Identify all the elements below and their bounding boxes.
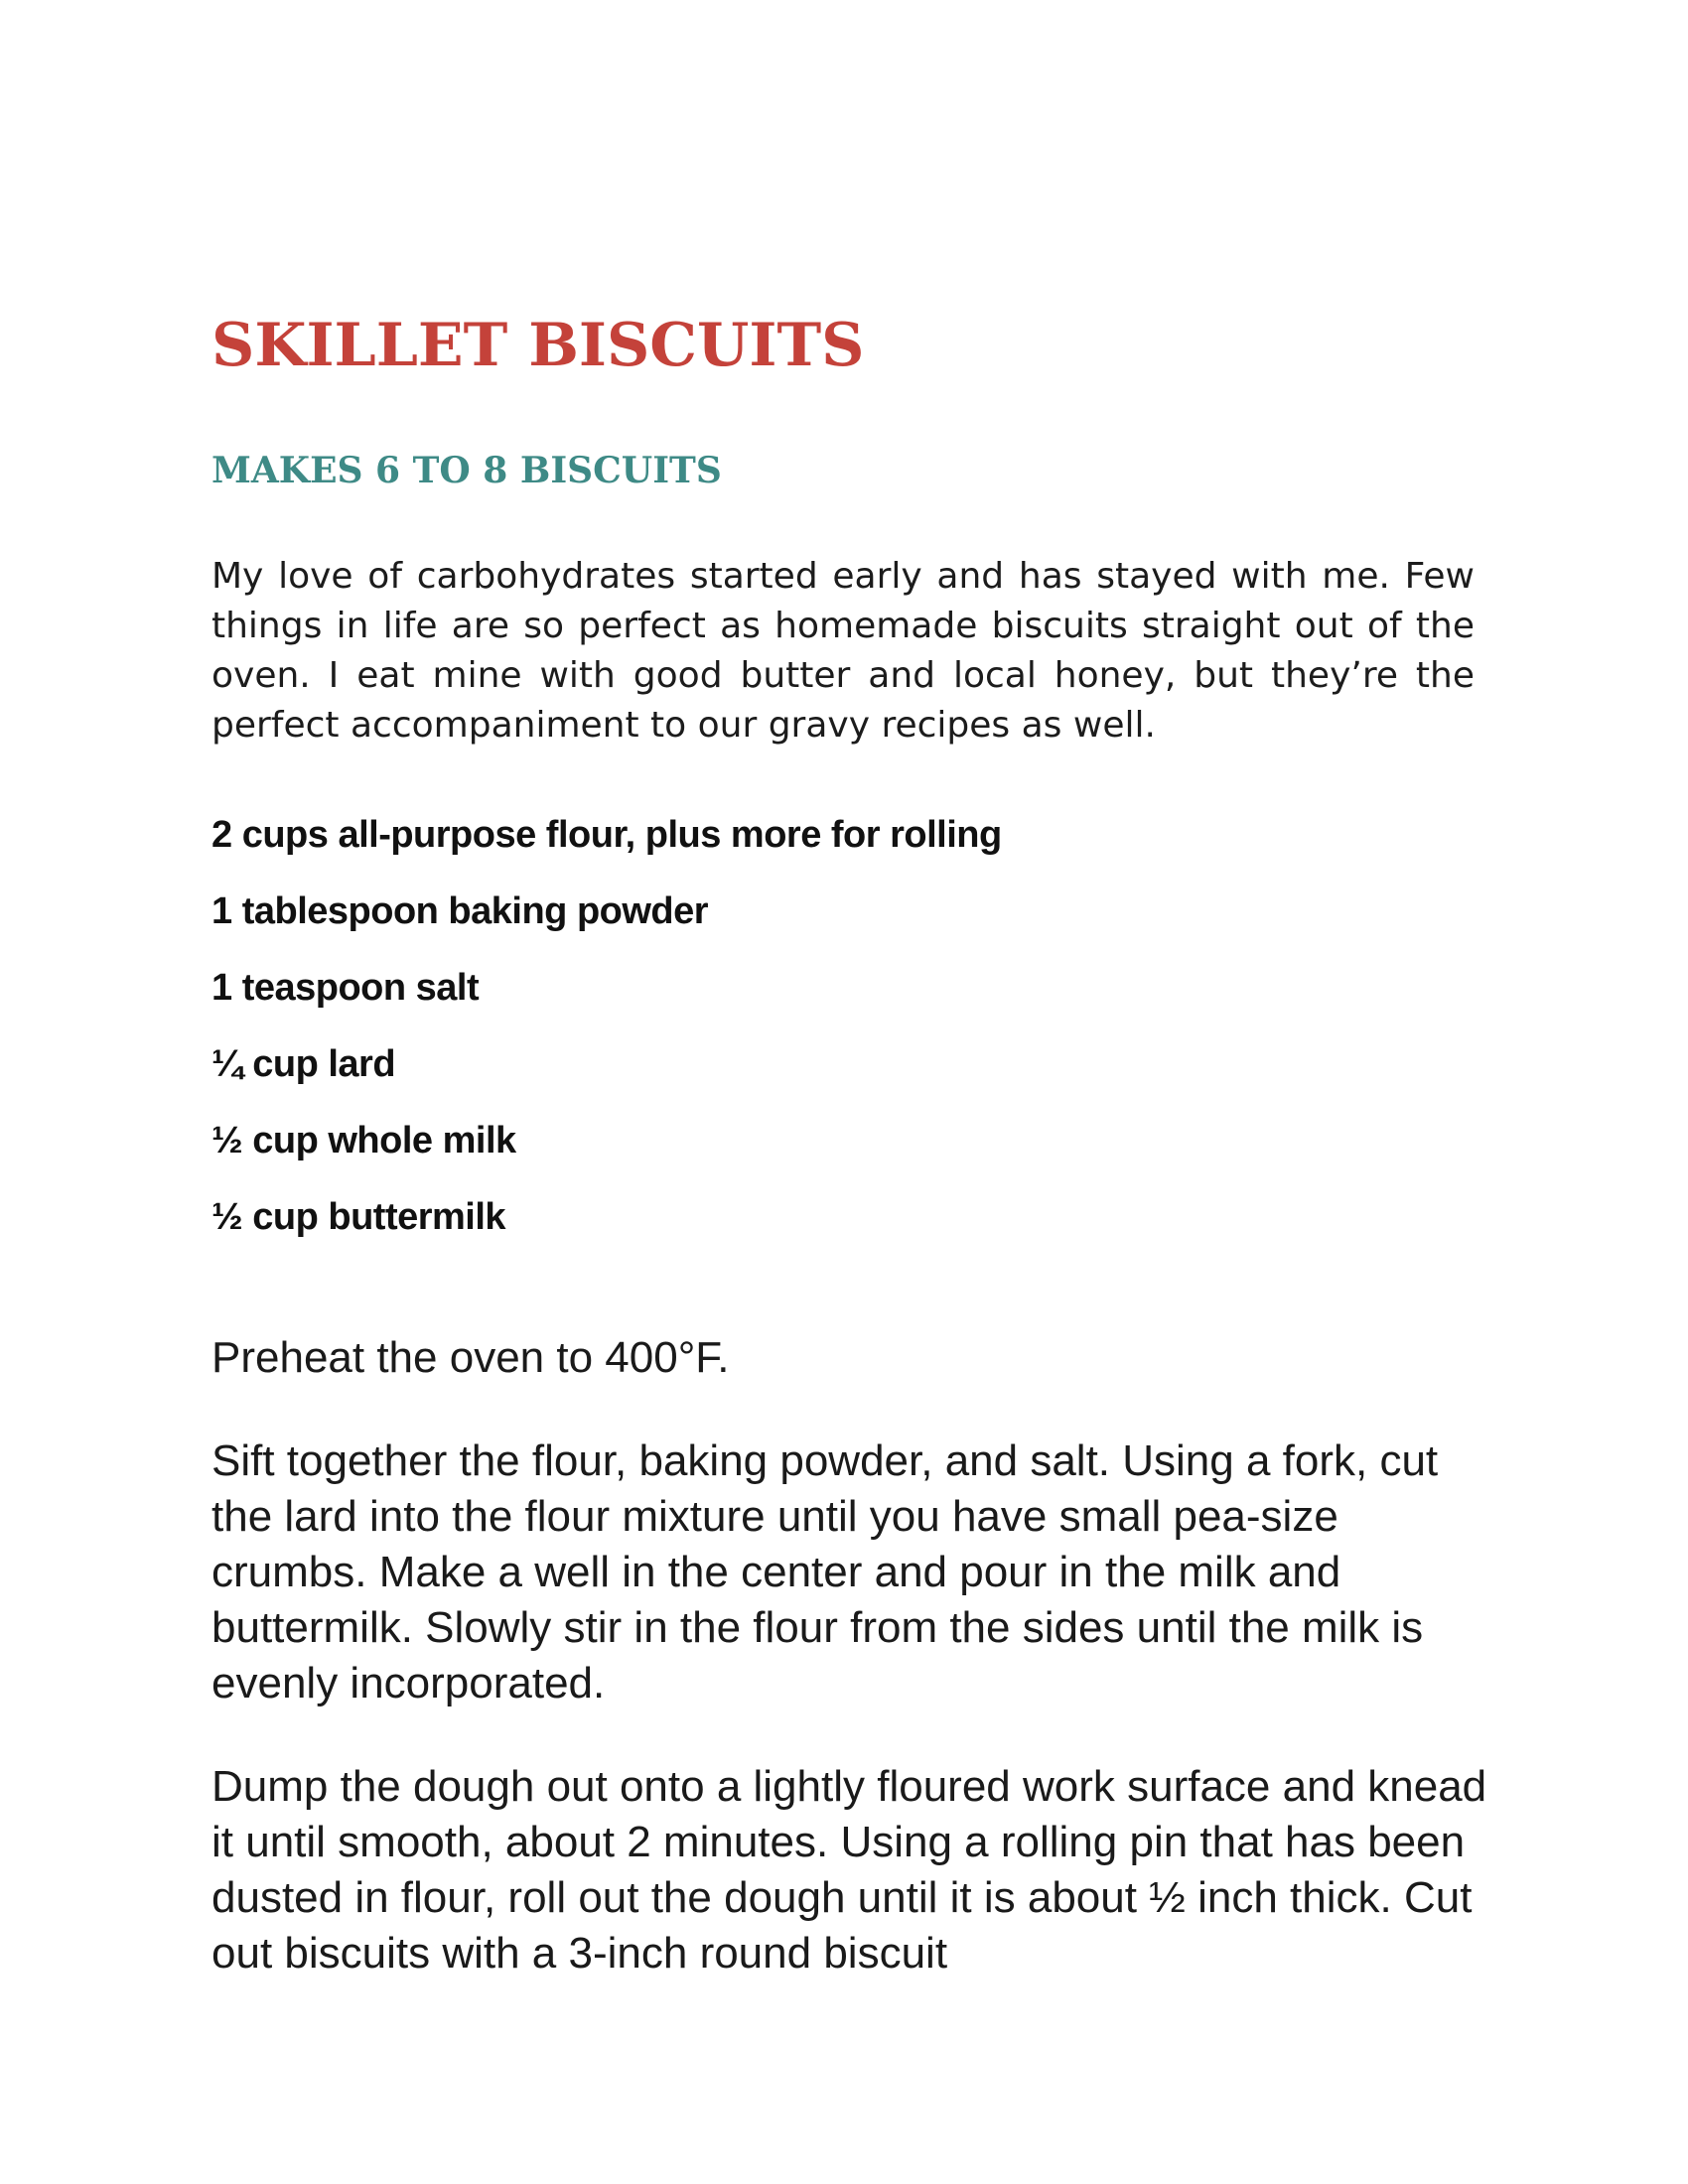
recipe-title: SKILLET BISCUITS: [211, 311, 865, 380]
ingredient-item: ½ cup whole milk: [211, 1120, 516, 1161]
ingredient-item: 1 teaspoon salt: [211, 967, 480, 1009]
recipe-yield: MAKES 6 TO 8 BISCUITS: [211, 450, 722, 491]
ingredient-item: 2 cups all-purpose flour, plus more for rolling: [211, 814, 1002, 856]
ingredient-item: ½ cup buttermilk: [211, 1196, 506, 1238]
instruction-steps: [211, 1330, 1502, 2029]
ingredient-item: ¼ cup lard: [211, 1043, 396, 1085]
instruction-step: Dump the dough out onto a lightly floured work surface and knead it until smooth, about 2 minutes. Using a rolling pin that has been dusted in flour, roll out the dough until it is about ½ inch thick. Cut out biscuits with a 3-inch round biscuit: [211, 1762, 1487, 1978]
instruction-step: Preheat the oven to 400°F.: [211, 1333, 730, 1382]
ingredient-item: 1 tablespoon baking powder: [211, 890, 709, 932]
ingredient-list: [211, 816, 1002, 1275]
instruction-step: Sift together the flour, baking powder, and salt. Using a fork, cut the lard into the flour mixture until you have small pea-size crumbs. Make a well in the center and pour in the milk and buttermilk. Slowly stir in the flour from the sides until the milk is evenly incorporated.: [211, 1436, 1439, 1707]
recipe-intro: My love of carbohydrates started early and has stayed with me. Few things in life are so perfect as homemade biscuits straight out of the oven. I eat mine with good butter and local honey, but they’re the perfect accompaniment to our gravy recipes as well.: [211, 556, 1475, 746]
